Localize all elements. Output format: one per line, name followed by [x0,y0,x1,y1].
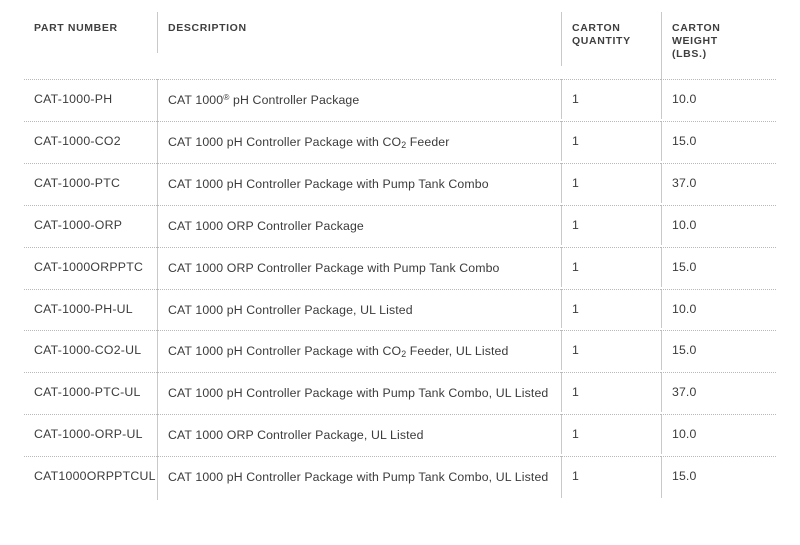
description-subscript: 2 [401,140,407,151]
carton-weight-value: 37.0 [672,176,697,191]
carton-weight-value: 15.0 [672,343,697,358]
part-number-value: CAT-1000ORPPTC [34,259,144,274]
cell-description [157,415,561,457]
part-number-value: CAT-1000-ORP [34,217,123,232]
table-row [24,80,776,122]
part-number-value: CAT-1000-PH [34,92,113,107]
cell-part-number [24,122,157,164]
carton-quantity-value: 1 [572,217,579,232]
carton-weight-value: 10.0 [672,217,697,232]
table-row [24,205,776,247]
cell-carton-weight [661,122,776,164]
table-row [24,289,776,331]
description-text: CAT 1000 pH Controller Package with Pump Tank Combo [168,176,489,191]
description-text-tail: Feeder, UL Listed [406,344,509,359]
carton-weight-value: 37.0 [672,385,697,400]
carton-quantity-value: 1 [572,343,579,358]
registered-mark: ® [223,92,230,103]
description-text: CAT 1000 pH Controller Package, UL Listed [168,302,413,317]
part-number-value: CAT-1000-PTC [34,176,121,191]
table-row [24,373,776,415]
cell-description [157,80,561,122]
cell-carton-weight [661,247,776,289]
column-header-carton-quantity-line1: CARTON [572,22,621,34]
carton-quantity-value: 1 [572,427,579,442]
part-number-value: CAT-1000-ORP-UL [34,427,143,442]
column-header-part-number [24,12,157,80]
carton-quantity-value: 1 [572,301,579,316]
cell-part-number [24,80,157,122]
cell-description [157,122,561,164]
cell-part-number [24,205,157,247]
table-row [24,122,776,164]
description-text: CAT 1000 ORP Controller Package, UL Listed [168,427,424,442]
carton-quantity-value: 1 [572,468,579,483]
cell-part-number [24,247,157,289]
cell-carton-quantity [561,456,661,499]
carton-weight-value: 10.0 [672,301,697,316]
part-number-value: CAT-1000-PH-UL [34,301,133,316]
carton-weight-value: 10.0 [672,92,697,107]
carton-weight-value: 15.0 [672,468,697,483]
column-header-description-line1: DESCRIPTION [168,22,247,34]
carton-quantity-value: 1 [572,176,579,191]
cell-part-number [24,456,157,499]
part-number-value: CAT-1000-PTC-UL [34,385,141,400]
part-number-value: CAT-1000-CO2 [34,134,121,149]
table-body [24,80,776,500]
cell-carton-weight [661,456,776,499]
carton-quantity-value: 1 [572,259,579,274]
table-header [24,12,776,80]
cell-carton-quantity [561,80,661,122]
column-header-carton-weight-line2: (LBS.) [672,48,707,61]
description-text-tail: Feeder [406,134,450,149]
cell-carton-weight [661,289,776,331]
cell-description [157,205,561,247]
cell-carton-quantity [561,205,661,247]
description-text: CAT 1000 pH Controller Package with Pump Tank Combo, UL Listed [168,386,549,401]
column-header-carton-weight [661,12,776,80]
part-number-value: CAT-1000-CO2-UL [34,343,142,358]
description-text: CAT 1000 pH Controller Package with CO [168,134,402,149]
description-text-post: pH Controller Package [229,93,360,108]
column-header-part-number-line1: PART NUMBER [34,22,118,34]
cell-carton-weight [661,415,776,457]
cell-part-number [24,373,157,415]
carton-quantity-value: 1 [572,92,579,107]
cell-carton-weight [661,164,776,206]
cell-carton-quantity [561,122,661,164]
column-header-description [157,12,561,80]
cell-carton-quantity [561,289,661,331]
description-text: CAT 1000 pH Controller Package with Pump Tank Combo, UL Listed [168,469,549,484]
cell-part-number [24,331,157,373]
cell-carton-quantity [561,164,661,206]
cell-part-number [24,415,157,457]
cell-part-number [24,289,157,331]
table-row [24,415,776,457]
cell-carton-quantity [561,247,661,289]
column-header-carton-quantity-line2: QUANTITY [572,35,631,48]
cell-description [157,373,561,415]
cell-carton-weight [661,373,776,415]
column-header-carton-quantity [561,12,661,80]
carton-quantity-value: 1 [572,134,579,149]
cell-carton-weight [661,331,776,373]
description-subscript: 2 [401,349,407,360]
carton-weight-value: 15.0 [672,134,697,149]
table-row [24,331,776,373]
table-row [24,247,776,289]
cell-carton-quantity [561,415,661,457]
cell-carton-quantity [561,373,661,415]
cell-description [157,247,561,289]
specs-table-container [24,12,776,500]
cell-description [157,164,561,206]
description-text: CAT 1000 pH Controller Package with CO [168,344,402,359]
description-text: CAT 1000 ORP Controller Package [168,218,364,233]
cell-carton-weight [661,205,776,247]
carton-weight-value: 10.0 [672,427,697,442]
part-number-value: CAT1000ORPPTCUL [34,468,156,483]
cell-part-number [24,164,157,206]
cell-carton-weight [661,80,776,122]
description-text: CAT 1000 ORP Controller Package with Pump Tank Combo [168,260,500,275]
cell-description [157,331,561,373]
part-number-table [24,12,776,500]
cell-description [157,456,561,499]
table-row [24,164,776,206]
cell-carton-quantity [561,331,661,373]
carton-quantity-value: 1 [572,385,579,400]
carton-weight-value: 15.0 [672,259,697,274]
description-text: CAT 1000 [168,93,224,108]
column-header-carton-weight-line1: CARTON WEIGHT [672,22,721,48]
table-row [24,456,776,499]
cell-description [157,289,561,331]
